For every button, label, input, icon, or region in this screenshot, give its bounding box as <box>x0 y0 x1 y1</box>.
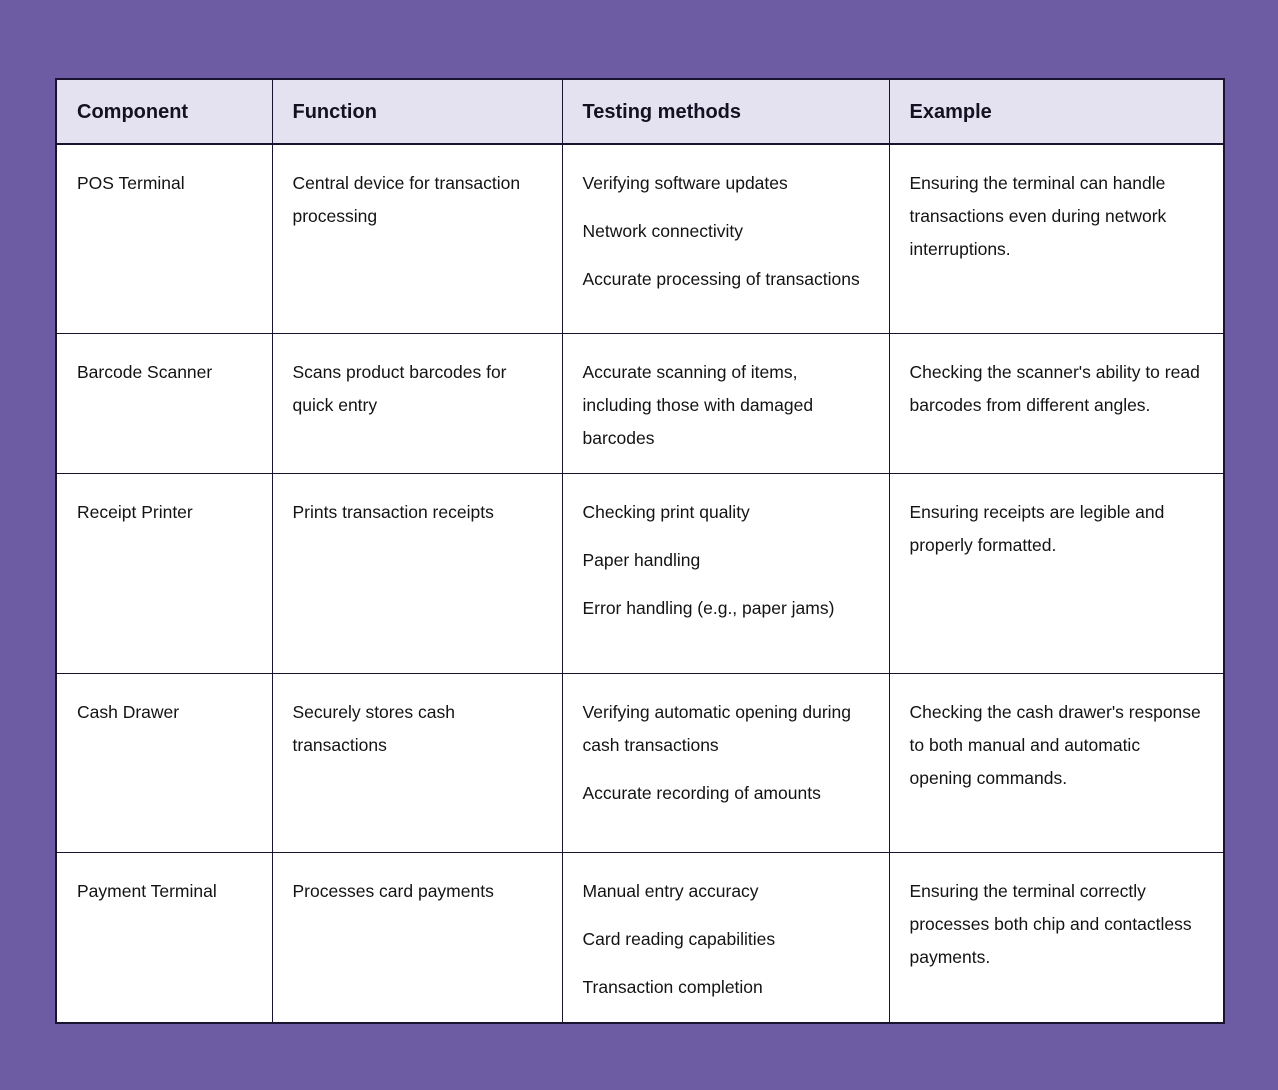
testing-method-item: Network connectivity <box>582 221 743 241</box>
table-row <box>56 473 1224 673</box>
testing-method-item: Paper handling <box>582 549 701 570</box>
cell-component: POS Terminal <box>56 144 272 333</box>
table-row <box>56 852 1224 1023</box>
cell-testing-methods <box>562 144 889 333</box>
cell-function: Central device for transaction processing <box>272 144 562 333</box>
cell-component: Receipt Printer <box>56 473 272 673</box>
cell-example: Ensuring the terminal correctly processes both chip and contactless payments. <box>889 852 1224 1023</box>
column-header-testing-methods: Testing methods <box>562 79 889 144</box>
cell-example: Checking the scanner's ability to read barcodes from different angles. <box>889 333 1224 473</box>
testing-method-item: Accurate processing of transactions <box>582 269 860 289</box>
cell-example: Checking the cash drawer's response to both manual and automatic opening commands. <box>889 673 1224 852</box>
cell-testing-methods <box>562 852 889 1023</box>
testing-method-item: Accurate recording of amounts <box>582 782 821 803</box>
table-row <box>56 144 1224 333</box>
table-row <box>56 333 1224 473</box>
column-header-example: Example <box>889 79 1224 144</box>
testing-method-item: Transaction completion <box>582 976 763 997</box>
column-header-component: Component <box>56 79 272 144</box>
testing-method-item: Manual entry accuracy <box>582 880 759 901</box>
pos-components-table <box>55 78 1225 1024</box>
table-row <box>56 673 1224 852</box>
testing-method-item: Card reading capabilities <box>582 928 776 949</box>
cell-testing-methods <box>562 673 889 852</box>
cell-function: Prints transaction receipts <box>272 473 562 673</box>
pos-components-table-container <box>55 78 1223 1024</box>
cell-component: Cash Drawer <box>56 673 272 852</box>
column-header-function: Function <box>272 79 562 144</box>
cell-testing-methods <box>562 473 889 673</box>
cell-function: Processes card payments <box>272 852 562 1023</box>
testing-method-item: Error handling (e.g., paper jams) <box>582 597 835 618</box>
cell-function: Securely stores cash transactions <box>272 673 562 852</box>
cell-component: Barcode Scanner <box>56 333 272 473</box>
testing-method-item: Verifying automatic opening during cash transactions <box>582 701 852 755</box>
testing-method-item: Checking print quality <box>582 501 750 522</box>
table-header-row <box>56 79 1224 144</box>
cell-component: Payment Terminal <box>56 852 272 1023</box>
cell-example: Ensuring receipts are legible and properly formatted. <box>889 473 1224 673</box>
cell-testing-methods <box>562 333 889 473</box>
cell-example: Ensuring the terminal can handle transactions even during network interruptions. <box>889 144 1224 333</box>
testing-method-item: Accurate scanning of items, including those with damaged barcodes <box>582 361 814 448</box>
cell-function: Scans product barcodes for quick entry <box>272 333 562 473</box>
testing-method-item: Verifying software updates <box>582 173 788 193</box>
